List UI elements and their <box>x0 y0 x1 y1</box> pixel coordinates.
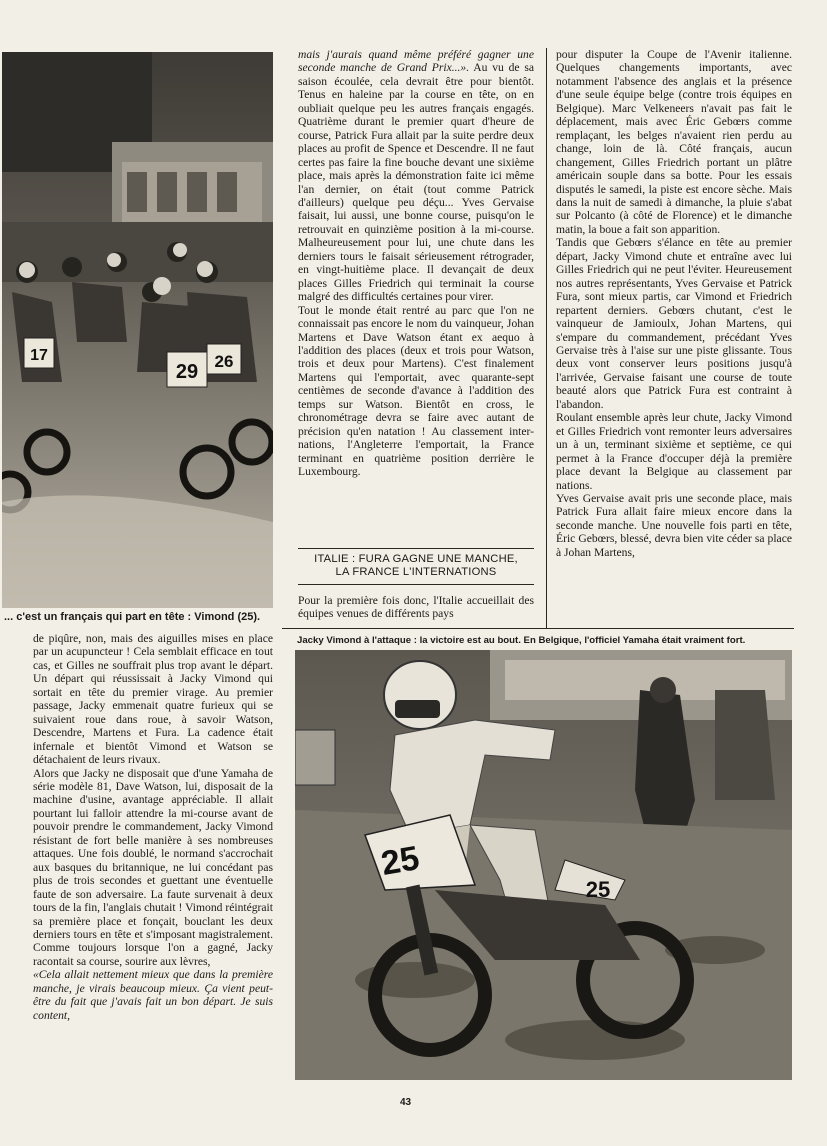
photo-rider-attack <box>295 650 792 1080</box>
subhead-line: ITALIE : FURA GAGNE UNE MANCHE, <box>314 553 518 565</box>
photo-race-start-image <box>2 52 273 608</box>
paragraph: Alors que Jacky ne disposait que d'une Yamaha de série modèle 81, Dave Watson, lui, disposait de la machine d'usine, avantage appréciable. Il allait pourtant lui falloir attendre la mi-course avant de pouvoir prendre le commandement, Jacky Vimond résistant de fort belle manière à ses nombreuses attaques. Une fois doublé, le normand s'accrochait aux basques du britannique, ne lui concédant pas plus de trois secondes et guettant une éventuelle faute de son adversaire. La faute survenait à deux tours de la fin, l'anglais chutait ! Vimond réintégrait sa première place et fonçait, bouclant les deux derniers tours en tête et s'imposant magistralement. Comme toujours lorsque l'on a gagné, Jacky racontait sa course, sourire aux lèvres, <box>33 766 273 968</box>
article-column-2-bottom <box>298 594 534 621</box>
plate-number: 29 <box>175 361 199 383</box>
quote: mais j'aurais quand même préféré gagner une seconde manche de Grand Prix...». <box>298 48 534 75</box>
paragraph-text: Au vu de sa saison écoulée, cela devrait être pour bientôt. Tenus en haleine par la course en tête, on en oubliait quelque peu les autres français engagés. Quatrième durant le premier quart d'heure de course, Patrick Fura allait par la suite perdre deux places au profit de Spence et Descendre. Il ne faut certes pas faire la fine bouche devant une sixième place, mais après la démonstration faite ici même l'an dernier, on était (tout comme Patrick d'ailleurs) quelque peu déçu... Yves Gervaise faisait, lui aussi, une bonne course, puisqu'on le retrouvait en quinzième position à la mi-course. Malheureusement pour lui, une chute dans les derniers tours le faisait sérieusement rétrograder, en vingt-huitième place. Il devançait de deux places Gilles Friedrich qui terminait la course malgré des difficultés certaines pour virer. <box>298 61 534 304</box>
article-column-3 <box>556 48 792 559</box>
paragraph: Yves Gervaise avait pris une seconde place, mais Patrick Fura allait faire mieux encore dans la seconde manche. Une nouvelle fois parti en tête, Éric Gebœrs, blessé, devra bien vite céder sa place à Johan Martens, <box>556 491 792 559</box>
paragraph: Tandis que Gebœrs s'élance en tête au premier départ, Jacky Vimond chute et entraîne avec lui Gilles Friedrich qui ne peut l'éviter. Heureusement nos autres représentants, Yves Gervaise et Patrick Fura, sont mieux partis, car Vimond et Friedrich repartent derniers. Gebœrs chutant, c'est le vainqueur de Jamioulx, Johan Martens, qui s'empare du commandement, précédant Yves Gervaise très à l'aise sur une piste glissante. Tous deux vont conserver leurs positions jusqu'à l'arrivée, Gervaise faisant une course de toute beauté alors que Patrick Fura est contraint à l'abandon. <box>556 236 792 411</box>
photo-caption: ... c'est un français qui part en tête : Vimond (25). <box>4 611 261 623</box>
paragraph: Tout le monde était rentré au parc que l'on ne connaissait pas encore le nom du vainqueur, Johan Martens et Dave Watson étant ex aequo à l'addition des places (deux et trois pour Watson, trois et deux pour Martens). C'est finalement Martens qui l'emportait, avec quarante-sept centièmes de seconde d'avance à l'addition des temps sur Watson. Bientôt en cross, le chronométrage devra se faire avec autant de précision qu'en natation ! Au classement inter-nations, l'Angleterre l'emportait, la France terminant en quatrième position derrière le Luxembourg. <box>298 303 534 479</box>
plate-number: 17 <box>30 347 48 364</box>
subhead-line: LA FRANCE L'INTERNATIONS <box>335 566 497 578</box>
plate-number: 25 <box>585 877 611 902</box>
plate-number: 26 <box>214 352 234 371</box>
paragraph: Roulant ensemble après leur chute, Jacky Vimond et Gilles Friedrich vont remonter leurs adversaires un à un, terminant sixième et septième, ce qui permet à la France d'occuper déjà la première place devant la Belgique au classement par nations. <box>556 411 792 492</box>
article-column-2 <box>298 48 534 479</box>
photo-rider-attack-image <box>295 650 792 1080</box>
photo-race-start <box>2 52 273 608</box>
horizontal-divider <box>282 628 794 629</box>
column-divider <box>546 48 547 628</box>
quote: «Cela allait nettement mieux que dans la première manche, je virais beaucoup mieux. Ça vient peut-être du fait que j'avais fait un bon départ. Je suis content, <box>33 968 273 1022</box>
paragraph: pour disputer la Coupe de l'Avenir italienne. Quelques changements importants, avec notamment l'absence des anglais et la présence d'une seule équipe belge (contre trois équipes en Belgique). Marc Velkeneers n'avait pas fait le déplacement, mais avec Éric Gebœrs comme remplaçant, les belges n'avaient rien perdu au change, loin de là. Côté français, aucun changement, Gilles Friedrich portant un plâtre américain souple dans sa botte. Pour les essais disputés le samedi, la piste est encore sèche. Mais dans la nuit de samedi à dimanche, la pluie s'abat sur Polcanto (à côté de Florence) et le dimanche matin, la boue a fait son apparition. <box>556 48 792 236</box>
article-column-1 <box>33 632 273 1022</box>
paragraph: Pour la première fois donc, l'Italie accueillait des équipes venues de différents pays <box>298 594 534 621</box>
plate-number: 25 <box>378 838 423 883</box>
paragraph: de piqûre, non, mais des aiguilles mises en place par un acupuncteur ! Cela semblait efficace en tout cas, et Gilles ne souffrait plus trop avant le départ. Un départ qui réussissait à Jacky Vimond qui sortait en tête du premier virage. Au premier passage, Jacky emmenait quatre furieux qui se suivaient roue dans roue, à savoir Watson, Descendre, Martens et Fura. La cadence était infernale et bientôt Vimond et Watson se détachaient de leurs rivaux. <box>33 632 273 767</box>
section-subhead <box>298 548 534 585</box>
photo-caption: Jacky Vimond à l'attaque : la victoire est au bout. En Belgique, l'officiel Yamaha était vraiment fort. <box>297 635 746 646</box>
page-number: 43 <box>400 1097 412 1108</box>
paragraph <box>298 48 534 304</box>
